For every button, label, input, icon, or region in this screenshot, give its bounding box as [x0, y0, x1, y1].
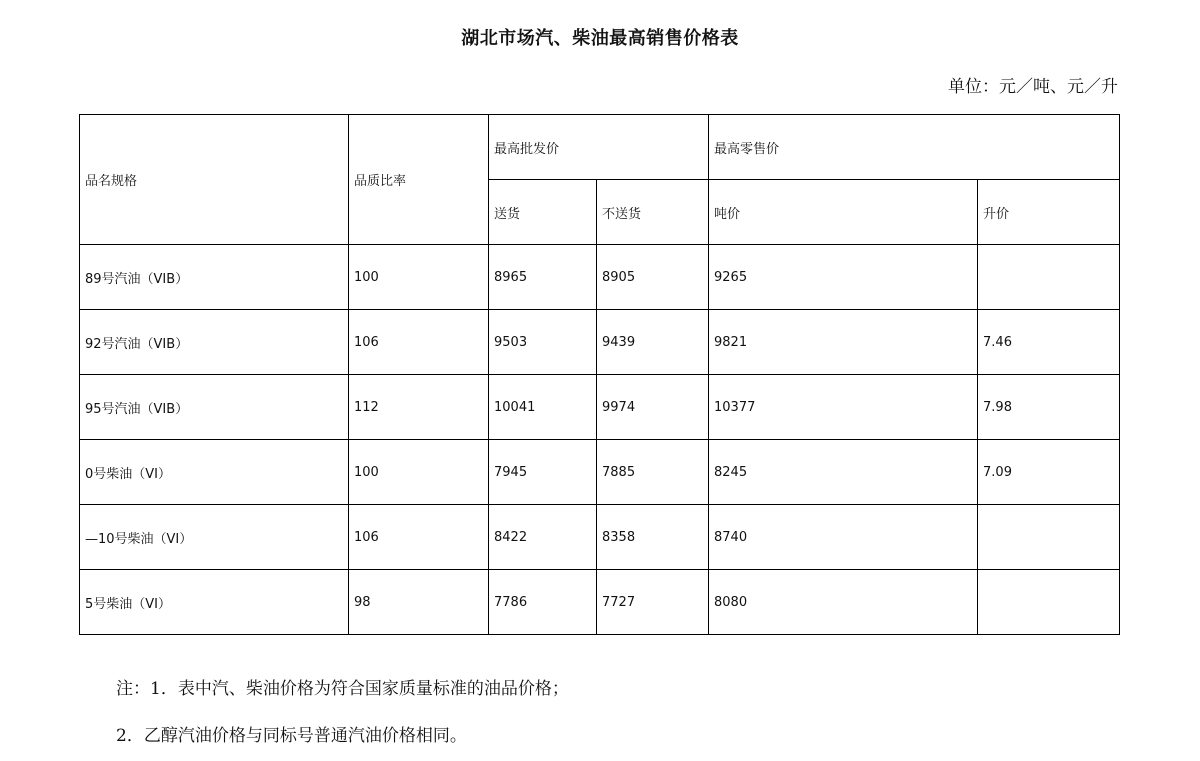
header-retail: 最高零售价: [709, 115, 1120, 180]
cell-per-liter: 7.98: [978, 375, 1120, 440]
cell-product: 92号汽油（VIB）: [80, 310, 349, 375]
cell-per-ton: 8740: [709, 505, 978, 570]
price-table: [79, 114, 1120, 635]
note-1: 注：1．表中汽、柴油价格为符合国家质量标准的油品价格；: [116, 679, 569, 699]
header-delivered: 送货: [489, 180, 597, 245]
header-product: 品名规格: [80, 115, 349, 245]
header-per-liter: 升价: [978, 180, 1120, 245]
cell-ratio: 98: [349, 570, 489, 635]
cell-product: 0号柴油（VI）: [80, 440, 349, 505]
cell-ratio: 106: [349, 505, 489, 570]
header-not-delivered: 不送货: [597, 180, 709, 245]
cell-ratio: 100: [349, 245, 489, 310]
cell-per-liter: [978, 245, 1120, 310]
header-ratio: 品质比率: [349, 115, 489, 245]
header-row-1: [80, 115, 1120, 180]
cell-per-ton: 9821: [709, 310, 978, 375]
cell-ratio: 112: [349, 375, 489, 440]
cell-not-delivered: 9439: [597, 310, 709, 375]
cell-not-delivered: 8358: [597, 505, 709, 570]
table-row: [80, 570, 1120, 635]
cell-per-liter: 7.46: [978, 310, 1120, 375]
document-title: 湖北市场汽、柴油最高销售价格表: [461, 28, 739, 49]
cell-not-delivered: 9974: [597, 375, 709, 440]
header-per-ton: 吨价: [709, 180, 978, 245]
table-row: [80, 505, 1120, 570]
header-wholesale: 最高批发价: [489, 115, 709, 180]
unit-label: 单位：元／吨、元／升: [948, 77, 1118, 97]
notes: [116, 666, 569, 760]
cell-delivered: 9503: [489, 310, 597, 375]
cell-not-delivered: 8905: [597, 245, 709, 310]
cell-ratio: 106: [349, 310, 489, 375]
cell-delivered: 8965: [489, 245, 597, 310]
cell-delivered: 7945: [489, 440, 597, 505]
table-row: [80, 375, 1120, 440]
cell-per-ton: 8245: [709, 440, 978, 505]
cell-not-delivered: 7727: [597, 570, 709, 635]
cell-product: 95号汽油（VIB）: [80, 375, 349, 440]
cell-delivered: 8422: [489, 505, 597, 570]
cell-per-ton: 9265: [709, 245, 978, 310]
cell-not-delivered: 7885: [597, 440, 709, 505]
cell-ratio: 100: [349, 440, 489, 505]
cell-per-liter: 7.09: [978, 440, 1120, 505]
table-row: [80, 310, 1120, 375]
cell-per-ton: 10377: [709, 375, 978, 440]
cell-delivered: 10041: [489, 375, 597, 440]
cell-product: 89号汽油（VIB）: [80, 245, 349, 310]
cell-delivered: 7786: [489, 570, 597, 635]
cell-product: 5号柴油（VI）: [80, 570, 349, 635]
cell-per-liter: [978, 570, 1120, 635]
note-2: 2．乙醇汽油价格与同标号普通汽油价格相同。: [116, 726, 467, 746]
cell-per-liter: [978, 505, 1120, 570]
cell-product: —10号柴油（VI）: [80, 505, 349, 570]
table-row: [80, 245, 1120, 310]
cell-per-ton: 8080: [709, 570, 978, 635]
table-row: [80, 440, 1120, 505]
